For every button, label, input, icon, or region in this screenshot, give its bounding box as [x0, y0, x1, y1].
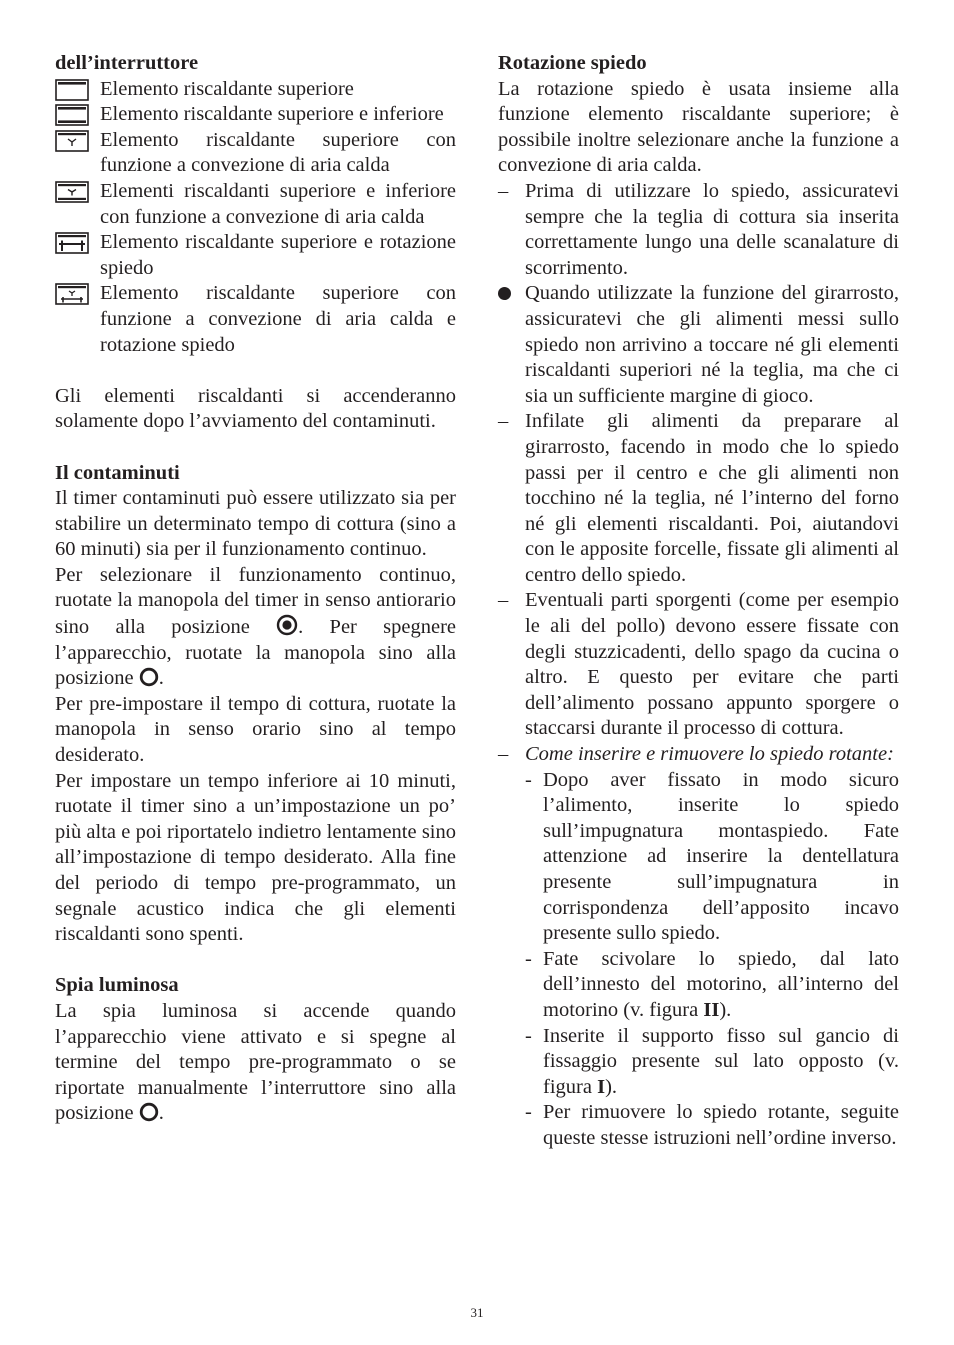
dash-marker: –: [498, 589, 509, 612]
sub-list-item: - Fate scivolare lo spiedo, dal lato dell’innesto del motorino, all’interno del motorino (v. figura II).: [525, 947, 899, 1021]
timer-paragraph-4: Per impostare un tempo inferiore ai 10 minuti, ruotate il timer sino a un’impostazione un po’ più alta e poi riportatelo indietro lentamente sino all’impostazione di tempo desiderato. Alla fine del periodo di tempo pre-programmato, un segnale acustico indica che gli elementi riscaldanti sono spenti.: [55, 769, 456, 946]
list-item: – Prima di utilizzare lo spiedo, assicuratevi sempre che la teglia di cottura sia inserita correttamente lungo una delle scanalature di scorrimento.: [498, 179, 899, 279]
sub-list-item: - Per rimuovere lo spiedo rotante, seguite queste stesse istruzioni nell’ordine inverso.: [525, 1101, 899, 1149]
sub-list-item: - Inserite il supporto fisso sul gancio di fissaggio presente sul lato opposto (v. figura I).: [525, 1024, 899, 1098]
timer-paragraph-2: Per selezionare il funzionamento continuo, ruotate la manopola del timer in senso antiorario sino alla posizione . Per spegnere l’apparecchio, ruotate la manopola sino alla posizione .: [55, 563, 456, 690]
right-column: [498, 51, 899, 1152]
list-item-warning: Quando utilizzate la funzione del girarrosto, assicuratevi che gli alimenti messi sullo spiedo non arrivino a toccare né gli elementi riscaldanti superiori né la teglia, ma che ci sia un sufficiente margine di gioco.: [498, 281, 899, 409]
mode-item: Elemento riscaldante superiore con funzione a convezione di aria calda e rotazione spiedo: [55, 281, 456, 358]
mode-item: Elemento riscaldante superiore e rotazione spiedo: [55, 230, 456, 281]
mode-item: Elementi riscaldanti superiore e inferiore con funzione a convezione di aria calda: [55, 179, 456, 230]
top-fan-icon: [55, 130, 89, 152]
left-column: [55, 51, 456, 1127]
mode-item: Elemento riscaldante superiore con funzione a convezione di aria calda: [55, 128, 456, 179]
sub-list-item: - Dopo aver fissato in modo sicuro l’alimento, inserite lo spiedo sull’impugnatura montaspiedo. Fate attenzione ad inserire la dentellatura presente sull’impugnatura in corrispondenza dell’apposito incavo presente sullo spiedo.: [525, 768, 899, 945]
page-number: 31: [470, 1305, 484, 1320]
mode-item: Elemento riscaldante superiore: [55, 77, 456, 103]
mode-item: Elemento riscaldante superiore e inferiore: [55, 102, 456, 128]
continuous-position-icon: [276, 614, 298, 636]
switch-heading: dell’interruttore: [55, 52, 199, 74]
dash-marker: –: [498, 179, 509, 202]
timer-paragraph-1: Il timer contaminuti può essere utilizzato sia per stabilire un determinato tempo di cottura (sino a 60 minuti) sia per il funzionamento continuo.: [55, 487, 456, 561]
off-position-icon: [139, 1102, 159, 1122]
elements-note: Gli elementi riscaldanti si accenderanno solamente dopo l’avviamento del contaminuti.: [55, 384, 456, 433]
list-item: – Infilate gli alimenti da preparare al girarrosto, facendo in modo che lo spiedo passi per il centro e che gli alimenti non tocchino né la teglia, né l’interno del forno né gli elementi riscaldanti. Poi, aiutandovi con le apposite forcelle, fissate gli alimenti al centro dello spiedo.: [498, 410, 899, 586]
dash-marker: –: [498, 410, 509, 433]
top-rotisserie-icon: [55, 232, 89, 254]
rotisserie-heading: Rotazione spiedo: [498, 52, 647, 74]
rotisserie-intro: La rotazione spiedo è usata insieme alla funzione elemento riscaldante superiore; è possibile inoltre selezionare anche la funzione a convezione di aria calda.: [498, 77, 899, 177]
off-position-icon: [139, 667, 159, 687]
dash-marker: –: [498, 743, 509, 766]
list-item: – Eventuali parti sporgenti (come per esempio le ali del pollo) devono essere fissate con degli stuzzicadenti, dello spago da cucina o altro. E questo per evitare che parti dell’alimento possano appunto sporgere o staccarsi durante il processo di cottura.: [498, 589, 899, 740]
light-paragraph: La spia luminosa si accende quando l’apparecchio viene attivato e si spegne al termine del tempo pre-programmato o se riportate manualmente l’interruttore sino alla posizione .: [55, 999, 456, 1125]
top-bottom-fan-icon: [55, 181, 89, 203]
timer-heading: Il contaminuti: [55, 461, 180, 484]
top-element-icon: [55, 79, 89, 101]
warning-bullet-icon: [498, 287, 511, 300]
light-heading: Spia luminosa: [55, 974, 179, 997]
top-fan-rotisserie-icon: [55, 283, 89, 305]
list-item: – Come inserire e rimuovere lo spiedo rotante:: [498, 742, 899, 768]
top-bottom-element-icon: [55, 104, 89, 126]
timer-paragraph-3: Per pre-impostare il tempo di cottura, ruotate la manopola in senso orario sino al tempo desiderato.: [55, 692, 456, 767]
